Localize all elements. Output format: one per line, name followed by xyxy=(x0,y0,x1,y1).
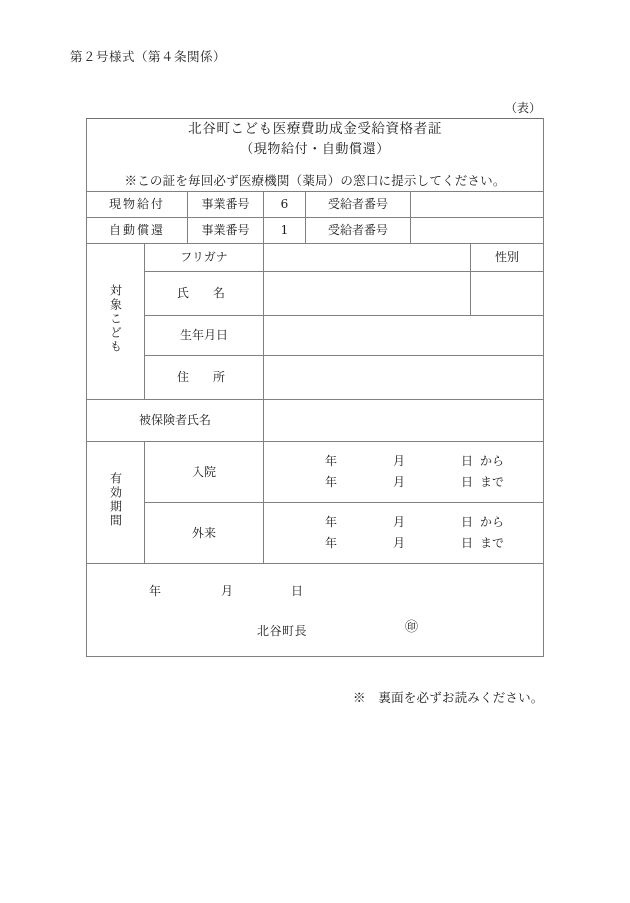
validity-section-label-text: 有効期間 xyxy=(108,471,123,528)
child-address-input[interactable] xyxy=(264,355,544,399)
footer-note: ※ 裏面を必ずお読みください。 xyxy=(353,690,544,705)
seal-icon: ㊞ xyxy=(405,619,419,635)
from-month-unit: 月 xyxy=(393,515,406,530)
certificate-title-line1: 北谷町こども医療費助成金受給資格者証 xyxy=(188,121,442,137)
child-section-label xyxy=(87,243,145,399)
to-day-unit: 日 xyxy=(461,536,474,551)
issuer-name: 北谷町長 xyxy=(257,623,308,638)
child-address-label: 住 所 xyxy=(145,355,264,399)
validity-outpatient-row xyxy=(87,502,544,563)
validity-inpatient-dates[interactable] xyxy=(264,441,544,502)
validity-outpatient-label: 外来 xyxy=(145,502,264,563)
validity-outpatient-to xyxy=(264,537,543,549)
issue-year-unit: 年 xyxy=(149,583,162,598)
child-gender-label: 性別 xyxy=(471,243,544,271)
title-row xyxy=(87,119,544,192)
project-number-value: 1 xyxy=(264,217,306,243)
from-suffix: から xyxy=(480,515,505,530)
recipient-number-input[interactable] xyxy=(411,191,544,217)
insured-person-label: 被保険者氏名 xyxy=(87,399,264,441)
child-birthdate-label: 生年月日 xyxy=(145,315,264,355)
issue-date[interactable] xyxy=(149,582,303,600)
to-month-unit: 月 xyxy=(393,475,406,490)
issue-month-unit: 月 xyxy=(221,583,234,598)
validity-outpatient-dates[interactable] xyxy=(264,502,544,563)
to-year-unit: 年 xyxy=(325,475,338,490)
to-day-unit: 日 xyxy=(461,475,474,490)
insured-person-input[interactable] xyxy=(264,399,544,441)
recipient-number-input[interactable] xyxy=(411,217,544,243)
child-name-input[interactable] xyxy=(264,271,471,315)
child-furigana-label: フリガナ xyxy=(145,243,264,271)
validity-section-label xyxy=(87,441,145,563)
validity-inpatient-from xyxy=(264,455,543,467)
from-day-unit: 日 xyxy=(461,515,474,530)
recipient-number-label: 受給者番号 xyxy=(306,217,411,243)
to-suffix: まで xyxy=(480,475,505,490)
child-furigana-row xyxy=(87,243,544,271)
project-number-label: 事業番号 xyxy=(188,217,264,243)
benefit-row xyxy=(87,217,544,243)
validity-outpatient-from xyxy=(264,516,543,528)
child-birthdate-row xyxy=(87,315,544,355)
validity-inpatient-to xyxy=(264,476,543,488)
to-month-unit: 月 xyxy=(393,536,406,551)
from-year-unit: 年 xyxy=(325,454,338,469)
child-gender-input[interactable] xyxy=(471,271,544,315)
child-furigana-input[interactable] xyxy=(264,243,471,271)
child-name-row xyxy=(87,271,544,315)
form-number-heading: 第２号様式（第４条関係） xyxy=(70,49,227,64)
front-side-marker: （表） xyxy=(505,101,542,115)
certificate-notice: ※この証を毎回必ず医療機関（薬局）の窓口に提示してください。 xyxy=(124,173,506,189)
recipient-number-label: 受給者番号 xyxy=(306,191,411,217)
project-number-label: 事業番号 xyxy=(188,191,264,217)
from-suffix: から xyxy=(480,454,505,469)
signature-cell xyxy=(87,563,544,656)
benefit-row xyxy=(87,191,544,217)
benefit-type-label: 自動償還 xyxy=(87,217,188,243)
certificate-title-cell xyxy=(87,119,544,192)
to-suffix: まで xyxy=(480,536,505,551)
validity-inpatient-row xyxy=(87,441,544,502)
project-number-value: 6 xyxy=(264,191,306,217)
from-day-unit: 日 xyxy=(461,454,474,469)
validity-inpatient-label: 入院 xyxy=(145,441,264,502)
child-section-label-text: 対象こども xyxy=(108,283,123,354)
issue-day-unit: 日 xyxy=(291,583,304,598)
from-year-unit: 年 xyxy=(325,515,338,530)
signature-row xyxy=(87,563,544,656)
child-birthdate-input[interactable] xyxy=(264,315,544,355)
benefit-type-label: 現物給付 xyxy=(87,191,188,217)
child-name-label: 氏 名 xyxy=(145,271,264,315)
child-address-row xyxy=(87,355,544,399)
certificate-table xyxy=(86,118,544,657)
insured-person-row xyxy=(87,399,544,441)
certificate-title-line2: （現物給付・自動償還） xyxy=(240,141,390,157)
from-month-unit: 月 xyxy=(393,454,406,469)
to-year-unit: 年 xyxy=(325,536,338,551)
